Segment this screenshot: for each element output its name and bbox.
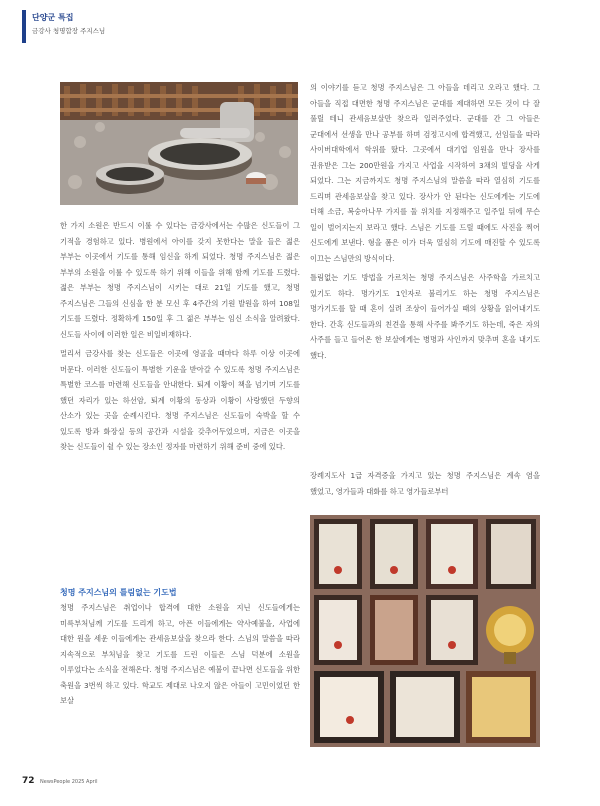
left-paragraph: 한 가지 소원은 반드시 이룰 수 있다는 금강사에서는 수많은 신도들이 그 기적을 경험하고 있다. 병원에서 아이를 갖지 못한다는 말을 들은 젊은 부부는 이곳에서 기도를 통해 임신을 하게 되었다. 청명 주지스님은 젊은 부부의 소원을 이룰 수 있도록 하기 위해 이들을 위해 함께 기도를 드렸다. 젊은 부부는 청명 주지스님이 시키는 대로 21일 기도를 했고, 청명 주지스님은 그들의 신심을 한 분 모신 후 4주간의 기원 발원을 하여 108일 기도를 드렸다. 정확하게 150일 후 그 젊은 부부는 임신 소식을 알려왔다. 신도들 사이에 이러한 일은 비일비재하다. bbox=[60, 221, 300, 339]
left-column-text bbox=[60, 218, 300, 455]
section-subtitle: 금강사 청명합장 주지스님 bbox=[32, 27, 106, 35]
right-column-text bbox=[310, 80, 540, 363]
left-paragraph: 멀리서 금강사를 찾는 신도들은 이곳에 영골을 때마다 하루 이상 이곳에 머문다. 이러한 신도들이 특별한 기운을 받아갈 수 있도록 청명 주지스님은 특별한 코스를 마련해 신도들을 안내한다. 퇴계 이황이 책을 넘기며 기도를 했던 자리가 있는 하선암, 퇴계 이황의 동상과 이황이 사랑했던 두향의 산소가 있는 곳을 순례시킨다. 청명 주지스님은 신도들이 숙박을 할 수 있도록 방과 화장실 등의 공간과 시설을 갖추어두었으며, 지금은 이곳을 찾는 신도들이 쉴 수 있는 장소인 정자를 마련하기 위해 준비 중에 있다. bbox=[60, 349, 300, 451]
magazine-name: NewsPeople 2025 April bbox=[40, 779, 98, 785]
stone-basin-fountain-photo bbox=[60, 82, 298, 205]
right-column-text-2 bbox=[310, 468, 540, 499]
section-title: 단양군 특집 bbox=[32, 13, 74, 22]
left-paragraph: 청명 주지스님은 취업이나 합격에 대한 소원을 지닌 신도들에게는 미륵부처님께 기도를 드리게 하고, 아픈 이들에게는 약사예불을, 사업에 대한 원을 세운 이들에게는 관세음보살을 찾으라 한다. 스님의 말씀을 따라 지속적으로 부처님을 찾고 기도를 드린 이들은 스님 덕분에 소원을 이루었다는 소식을 전해온다. 청명 주지스님은 예불이 끝나면 신도들을 위한 축원을 3번씩 하고 있다. 학교도 제대로 나오지 않은 아들이 고민이었던 한 보살 bbox=[60, 603, 300, 705]
right-paragraph: 틀림없는 기도 방법을 가르치는 청명 주지스님은 사주학을 가르치고 있기도 하다. 명가기도 1인자로 불리기도 하는 청명 주지스님은 명가기도를 할 때 혼이 실려 조상이 들어가실 때의 상황을 읽어내기도 한다. 간혹 신도들과의 친견을 통해 사주를 봐주기도 하는데, 죽은 자의 사주를 들고 들어온 한 보살에게는 병명과 사인까지 맞추며 혼을 내기도 했다. bbox=[310, 273, 540, 360]
framed-certificates-photo bbox=[310, 515, 540, 747]
subheading: 청명 주지스님의 틀림없는 기도법 bbox=[60, 588, 177, 597]
section-accent-bar bbox=[22, 10, 26, 43]
right-paragraph: 장례지도사 1급 자격증을 가지고 있는 청명 주지스님은 계속 염을 했었고, 영가들과 대화를 하고 영가들로부터 bbox=[310, 471, 540, 496]
right-paragraph: 의 이야기를 듣고 청명 주지스님은 그 아들을 데리고 오라고 했다. 그 아들을 직접 대면한 청명 주지스님은 군대를 제대하면 모든 것이 다 잘 풀릴 테니 관세음보살만 찾으라 일러주었다. 군대를 간 그 아들은 군대에서 선생을 만나 공부를 하며 검정고시에 합격했고, 선임들을 따라 사이버대학에서 학위를 땄다. 그곳에서 대기업 임원을 만나 장사를 권유받은 그는 200만원을 가지고 사업을 시작하여 3채의 빌딩을 사게 되었다. 그는 지금까지도 청명 주지스님의 말씀을 따라 열심히 기도를 드리며 관세음보살을 찾고 있다. 장사가 안 된다는 신도에게는 기도에 더해 소금, 복숭아나무 가지를 둘 위치를 지정해주고 일주일 뒤에 무슨 일이 벌어지는지 보라고 했다. 스님은 기도를 드릴 때에도 사진을 찍어 신도에게 보낸다. 형을 폼은 이가 더욱 열심히 기도에 매진할 수 있도록 이끄는 스님만의 방식이다. bbox=[310, 83, 540, 263]
left-column-text-2 bbox=[60, 600, 300, 709]
page-number: 72 bbox=[22, 776, 35, 786]
